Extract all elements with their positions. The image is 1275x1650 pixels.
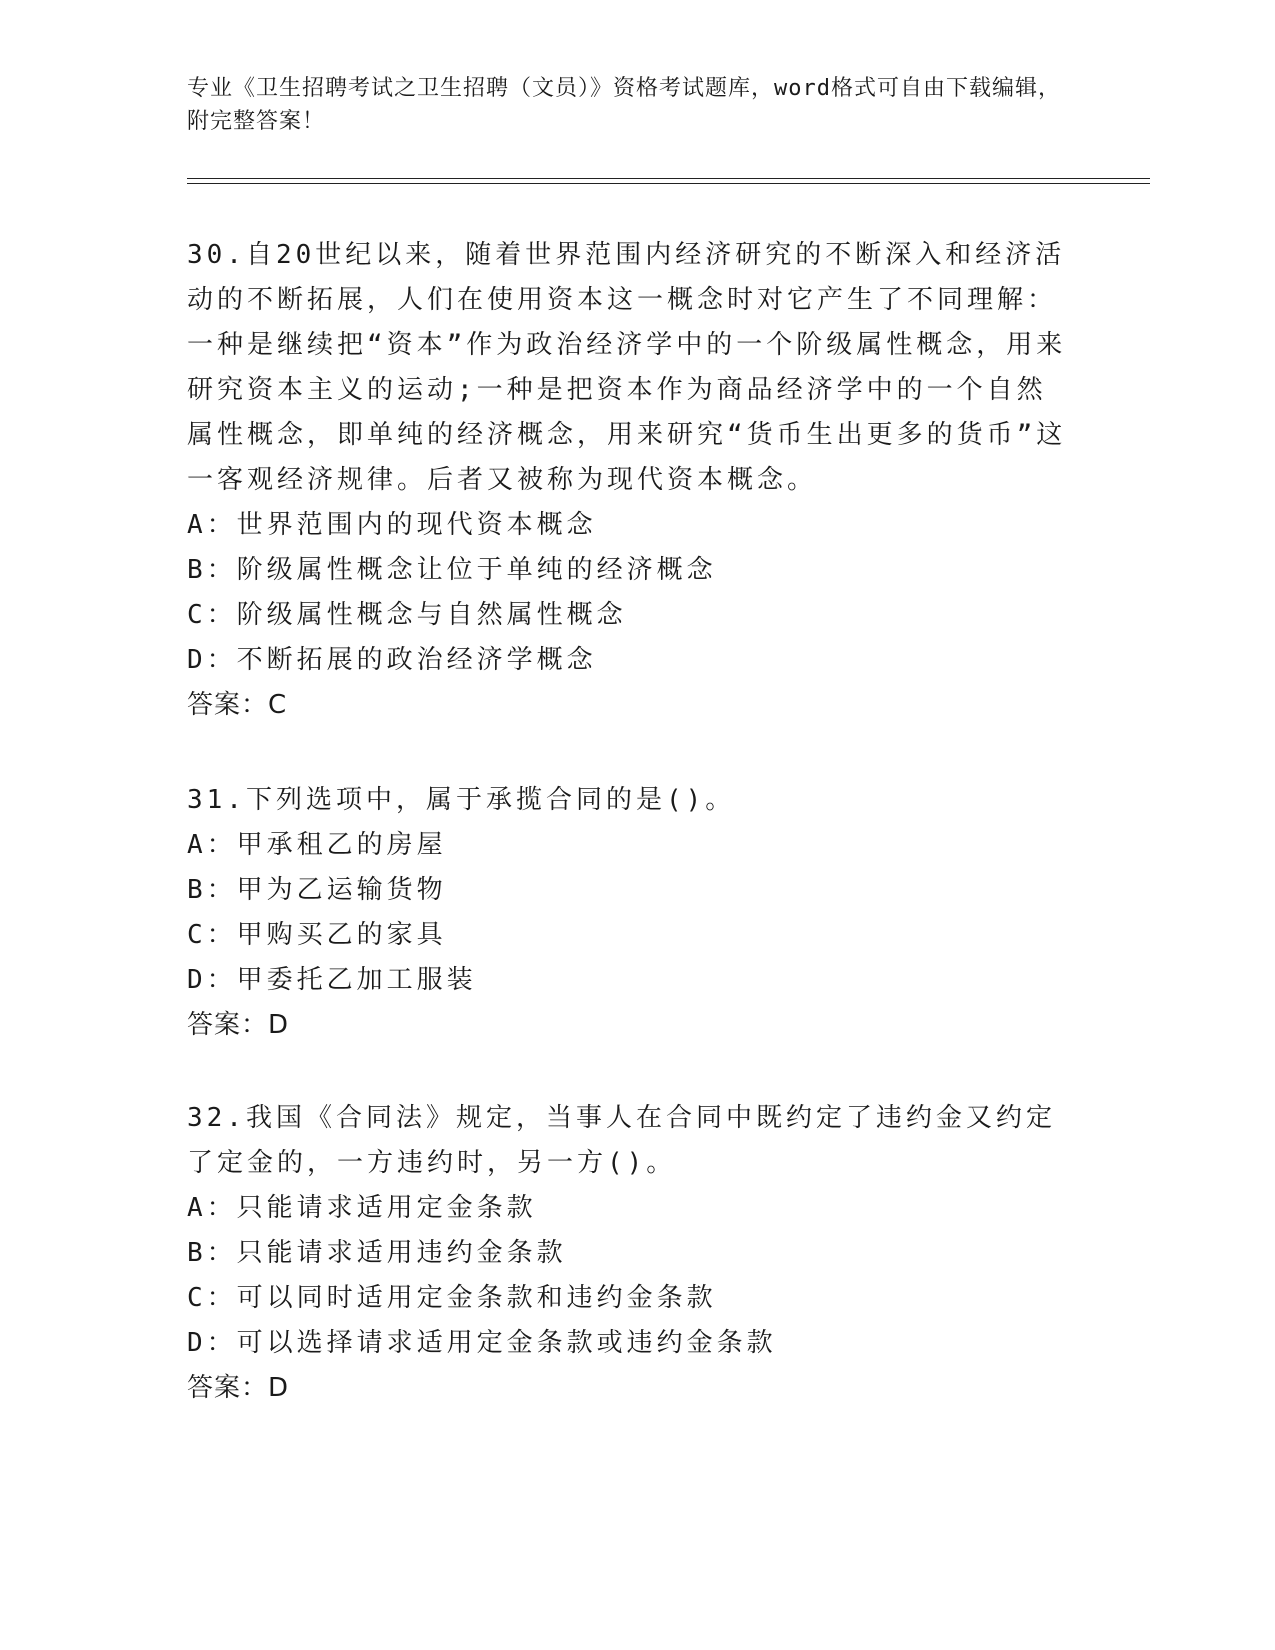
answer: 答案：C [187,690,288,720]
option-c: C：阶级属性概念与自然属性概念 [187,600,627,630]
option-d: D：不断拓展的政治经济学概念 [187,645,597,675]
question-30 [187,233,1067,728]
question-stem: 30.自20世纪以来，随着世界范围内经济研究的不断深入和经济活动的不断拓展，人们在使用资本这一概念时对它产生了不同理解：一种是继续把“资本”作为政治经济学中的一个阶级属性概念，用来研究资本主义的运动;一种是把资本作为商品经济学中的一个自然属性概念，即单纯的经济概念，用来研究“货币生出更多的货币”这一客观经济规律。后者又被称为现代资本概念。 [187,240,1067,495]
question-stem: 32.我国《合同法》规定，当事人在合同中既约定了违约金又约定了定金的，一方违约时，另一方()。 [187,1103,1056,1178]
option-c: C：可以同时适用定金条款和违约金条款 [187,1283,717,1313]
header-divider-top [187,178,1150,179]
option-d: D：可以选择请求适用定金条款或违约金条款 [187,1328,777,1358]
option-c: C：甲购买乙的家具 [187,920,447,950]
answer: 答案：D [187,1010,290,1040]
option-b: B：甲为乙运输货物 [187,875,447,905]
header-divider-bottom [187,183,1150,184]
question-32 [187,1096,1067,1411]
option-a: A：只能请求适用定金条款 [187,1193,537,1223]
option-d: D：甲委托乙加工服装 [187,965,477,995]
question-31 [187,778,1067,1048]
answer: 答案：D [187,1373,290,1403]
question-stem: 31.下列选项中，属于承揽合同的是()。 [187,785,736,815]
option-a: A：甲承租乙的房屋 [187,830,447,860]
option-b: B：只能请求适用违约金条款 [187,1238,567,1268]
option-a: A：世界范围内的现代资本概念 [187,510,597,540]
document-header: 专业《卫生招聘考试之卫生招聘（文员）》资格考试题库，word格式可自由下载编辑，附完整答案！ [187,76,1061,134]
option-b: B：阶级属性概念让位于单纯的经济概念 [187,555,717,585]
